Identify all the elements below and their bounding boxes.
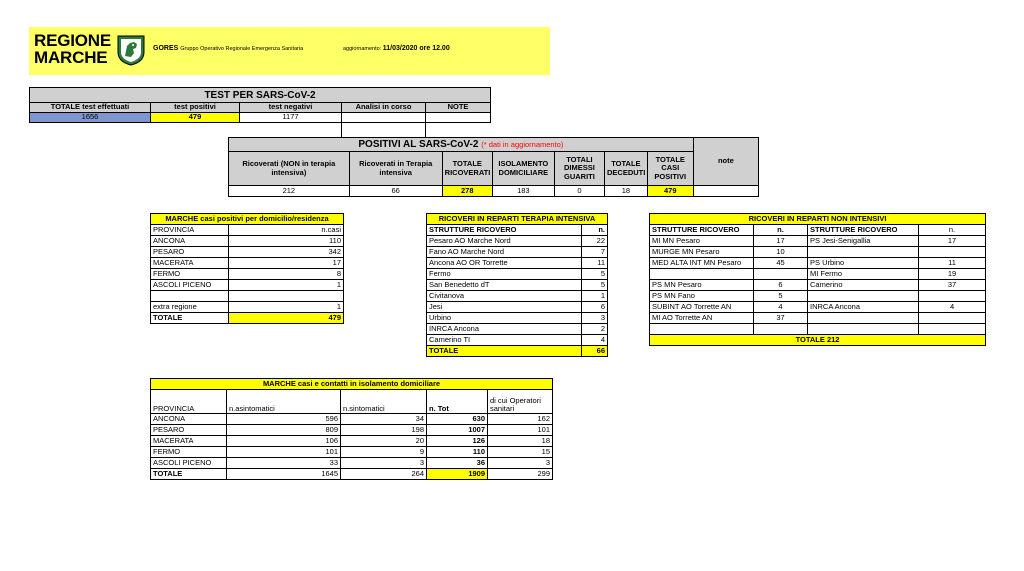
domicilio-total-value: 479 <box>229 313 344 324</box>
row-value: 110 <box>427 447 488 458</box>
logo-line-1: REGIONE <box>34 31 112 50</box>
regione-marche-emblem-icon <box>116 34 146 66</box>
row-value: 34 <box>341 414 427 425</box>
table-row <box>427 324 608 335</box>
test-header-negativi: test negativi <box>240 103 342 113</box>
ti-total-value: 66 <box>582 346 608 357</box>
table-row <box>427 302 608 313</box>
row-value: 37 <box>754 313 808 324</box>
row-label: Fano AO Marche Nord <box>427 247 582 258</box>
table-row <box>650 313 986 324</box>
row-value <box>229 291 344 302</box>
row-value: 1 <box>229 280 344 291</box>
row-value: 3 <box>582 313 608 324</box>
isolamento-title: MARCHE casi e contatti in isolamento domiciliare <box>151 379 553 390</box>
table-row <box>427 247 608 258</box>
row-value: 4 <box>582 335 608 346</box>
table-row <box>427 291 608 302</box>
positivi-table <box>228 137 759 197</box>
table-row <box>151 447 553 458</box>
row-value: 342 <box>229 247 344 258</box>
domicilio-title: MARCHE casi positivi per domicilio/residenza <box>151 214 344 225</box>
domicilio-header-provincia: PROVINCIA <box>151 225 229 236</box>
update-info <box>343 45 450 52</box>
row-value: 4 <box>919 302 986 313</box>
row-value: 22 <box>582 236 608 247</box>
row-value: 2 <box>582 324 608 335</box>
row-value: 198 <box>341 425 427 436</box>
positivi-value-isolamento: 183 <box>492 186 554 197</box>
positivi-value-deceduti: 18 <box>605 186 648 197</box>
positivi-value-totale-positivi: 479 <box>647 186 693 197</box>
row-value: 9 <box>341 447 427 458</box>
row-value <box>919 313 986 324</box>
non-intensivi-table <box>649 213 986 346</box>
test-header-positivi: test positivi <box>151 103 240 113</box>
table-row <box>427 269 608 280</box>
ti-header-n: n. <box>582 225 608 236</box>
row-label: FERMO <box>151 447 227 458</box>
row-value: 20 <box>341 436 427 447</box>
table-row <box>151 414 553 425</box>
iso-header-sintomatici: n.sintomatici <box>341 390 427 414</box>
org-code: GORES <box>153 45 179 52</box>
iso-header-tot: n. Tot <box>427 390 488 414</box>
row-label: INRCA Ancona <box>808 302 919 313</box>
nonint-total: TOTALE 212 <box>650 335 986 346</box>
positivi-header-totale-ricoverati: TOTALE RICOVERATI <box>442 152 492 186</box>
row-label: Camerino TI <box>427 335 582 346</box>
nonint-header-strutture-2: STRUTTURE RICOVERO <box>808 225 919 236</box>
row-value: 106 <box>227 436 341 447</box>
update-date: 11/03/2020 ore 12.00 <box>382 45 450 52</box>
row-label <box>151 291 229 302</box>
positivi-value-guariti: 0 <box>554 186 604 197</box>
row-label: ANCONA <box>151 236 229 247</box>
row-value: 162 <box>488 414 553 425</box>
test-header-in-corso: Analisi in corso <box>342 103 426 113</box>
gores-label <box>153 45 303 52</box>
test-value-totale: 1656 <box>30 113 151 123</box>
table-row <box>427 258 608 269</box>
table-row <box>427 280 608 291</box>
table-row <box>650 247 986 258</box>
row-value: 33 <box>227 458 341 469</box>
test-value-in-corso <box>342 113 426 123</box>
total-row <box>151 469 553 480</box>
row-label: INRCA Ancona <box>427 324 582 335</box>
test-value-positivi: 479 <box>151 113 240 123</box>
positivi-header-isolamento: ISOLAMENTO DOMICILIARE <box>492 152 554 186</box>
row-value: 4 <box>754 302 808 313</box>
row-label: Urbino <box>427 313 582 324</box>
row-label: SUBINT AO Torrette AN <box>650 302 754 313</box>
table-row <box>151 280 344 291</box>
row-value: 10 <box>754 247 808 258</box>
row-value: 36 <box>427 458 488 469</box>
table-row <box>151 291 344 302</box>
positivi-value-note <box>693 186 758 197</box>
total-row <box>427 346 608 357</box>
positivi-header-ricoverati: Ricoverati (NON in terapia intensiva) <box>229 152 350 186</box>
row-label: Ancona AO OR Torrette <box>427 258 582 269</box>
table-row <box>151 236 344 247</box>
org-name: Gruppo Operativo Regionale Emergenza Sanitaria <box>180 46 304 52</box>
ti-header-strutture: STRUTTURE RICOVERO <box>427 225 582 236</box>
table-row <box>650 269 986 280</box>
iso-total-sint: 264 <box>341 469 427 480</box>
row-value: 18 <box>488 436 553 447</box>
positivi-header-terapia-intensiva: Ricoverati in Terapia intensiva <box>349 152 442 186</box>
isolamento-table <box>150 378 553 480</box>
positivi-header-deceduti: TOTALE DECEDUTI <box>605 152 648 186</box>
iso-total-oper: 299 <box>488 469 553 480</box>
domicilio-header-casi: n.casi <box>229 225 344 236</box>
domicilio-total-label: TOTALE <box>151 313 229 324</box>
row-label: PS Jesi-Senigallia <box>808 236 919 247</box>
positivi-title-note: (* dati in aggiornamento) <box>481 140 564 149</box>
nonint-header-n-1: n. <box>754 225 808 236</box>
total-row <box>650 335 986 346</box>
positivi-header-guariti: TOTALI DIMESSI GUARITI <box>554 152 604 186</box>
test-header-note: NOTE <box>426 103 491 113</box>
table-row <box>151 425 553 436</box>
table-row <box>151 258 344 269</box>
row-value: 596 <box>227 414 341 425</box>
positivi-table-title <box>229 138 694 152</box>
nonint-title: RICOVERI IN REPARTI NON INTENSIVI <box>650 214 986 225</box>
row-value: 5 <box>754 291 808 302</box>
row-label: PS MN Fano <box>650 291 754 302</box>
table-row <box>650 302 986 313</box>
row-label: Pesaro AO Marche Nord <box>427 236 582 247</box>
divider <box>425 123 426 137</box>
row-value: 1 <box>582 291 608 302</box>
table-row <box>151 458 553 469</box>
row-value: 5 <box>582 280 608 291</box>
row-label: MI Fermo <box>808 269 919 280</box>
row-label: FERMO <box>151 269 229 280</box>
positivi-value-totale-ricoverati: 278 <box>442 186 492 197</box>
table-row <box>650 324 986 335</box>
row-value: 19 <box>919 269 986 280</box>
row-value: 630 <box>427 414 488 425</box>
row-value: 17 <box>754 236 808 247</box>
row-value <box>919 247 986 258</box>
row-value: 37 <box>919 280 986 291</box>
row-value: 15 <box>488 447 553 458</box>
total-row <box>151 313 344 324</box>
table-row <box>151 302 344 313</box>
row-value: 126 <box>427 436 488 447</box>
row-label: Jesi <box>427 302 582 313</box>
row-value: 1007 <box>427 425 488 436</box>
row-label: PESARO <box>151 425 227 436</box>
row-value: 6 <box>754 280 808 291</box>
test-value-negativi: 1177 <box>240 113 342 123</box>
iso-header-operatori: di cui Operatori sanitari <box>488 390 553 414</box>
row-label: MED ALTA INT MN Pesaro <box>650 258 754 269</box>
terapia-intensiva-table <box>426 213 608 357</box>
table-row <box>650 236 986 247</box>
positivi-header-note: note <box>693 138 758 186</box>
row-label: MACERATA <box>151 436 227 447</box>
test-table-title: TEST PER SARS-CoV-2 <box>30 88 491 103</box>
row-value: 6 <box>582 302 608 313</box>
row-label: San Benedetto dT <box>427 280 582 291</box>
row-label: Civitanova <box>427 291 582 302</box>
nonint-header-n-2: n. <box>919 225 986 236</box>
row-label: MACERATA <box>151 258 229 269</box>
table-row <box>650 291 986 302</box>
row-label: PESARO <box>151 247 229 258</box>
row-label: ANCONA <box>151 414 227 425</box>
test-value-note <box>426 113 491 123</box>
domicilio-table <box>150 213 344 324</box>
row-value: 11 <box>919 258 986 269</box>
row-value: 17 <box>919 236 986 247</box>
row-label: MI AO Torrette AN <box>650 313 754 324</box>
row-value: 7 <box>582 247 608 258</box>
row-label: extra regione <box>151 302 229 313</box>
nonint-header-strutture-1: STRUTTURE RICOVERO <box>650 225 754 236</box>
row-label <box>650 269 754 280</box>
page-header <box>29 27 550 75</box>
iso-total-asint: 1645 <box>227 469 341 480</box>
row-label <box>808 291 919 302</box>
positivi-header-totale-positivi: TOTALE CASI POSITIVI <box>647 152 693 186</box>
logo-line-2: MARCHE <box>34 48 108 67</box>
row-value <box>754 269 808 280</box>
row-label: PS Urbino <box>808 258 919 269</box>
row-value: 3 <box>341 458 427 469</box>
table-row <box>427 236 608 247</box>
regione-marche-logo-text <box>34 32 111 66</box>
ti-title: RICOVERI IN REPARTI TERAPIA INTENSIVA <box>427 214 608 225</box>
row-value: 45 <box>754 258 808 269</box>
iso-header-provincia: PROVINCIA <box>151 390 227 414</box>
iso-total-tot: 1909 <box>427 469 488 480</box>
positivi-title-text: POSITIVI AL SARS-CoV-2 <box>358 139 479 150</box>
row-label: MURGE MN Pesaro <box>650 247 754 258</box>
row-value: 1 <box>229 302 344 313</box>
row-label <box>808 247 919 258</box>
row-value: 3 <box>488 458 553 469</box>
row-label: Fermo <box>427 269 582 280</box>
row-value: 101 <box>227 447 341 458</box>
table-row <box>151 269 344 280</box>
row-label: Camerino <box>808 280 919 291</box>
table-row <box>427 335 608 346</box>
row-value <box>919 291 986 302</box>
update-label: aggiornamento: <box>343 46 382 52</box>
row-value: 17 <box>229 258 344 269</box>
row-label: PS MN Pesaro <box>650 280 754 291</box>
row-value: 8 <box>229 269 344 280</box>
row-value: 101 <box>488 425 553 436</box>
positivi-value-terapia-intensiva: 66 <box>349 186 442 197</box>
row-label: ASCOLI PICENO <box>151 280 229 291</box>
iso-header-asintomatici: n.asintomatici <box>227 390 341 414</box>
row-value: 110 <box>229 236 344 247</box>
row-label <box>808 313 919 324</box>
ti-total-label: TOTALE <box>427 346 582 357</box>
table-row <box>650 280 986 291</box>
test-header-totale: TOTALE test effettuati <box>30 103 151 113</box>
row-label: MI MN Pesaro <box>650 236 754 247</box>
row-value: 5 <box>582 269 608 280</box>
table-row <box>151 436 553 447</box>
positivi-value-ricoverati: 212 <box>229 186 350 197</box>
row-label: ASCOLI PICENO <box>151 458 227 469</box>
table-row <box>650 258 986 269</box>
table-row <box>427 313 608 324</box>
table-row <box>151 247 344 258</box>
divider <box>341 123 342 137</box>
test-table <box>29 87 491 123</box>
iso-total-label: TOTALE <box>151 469 227 480</box>
row-value: 809 <box>227 425 341 436</box>
row-value: 11 <box>582 258 608 269</box>
